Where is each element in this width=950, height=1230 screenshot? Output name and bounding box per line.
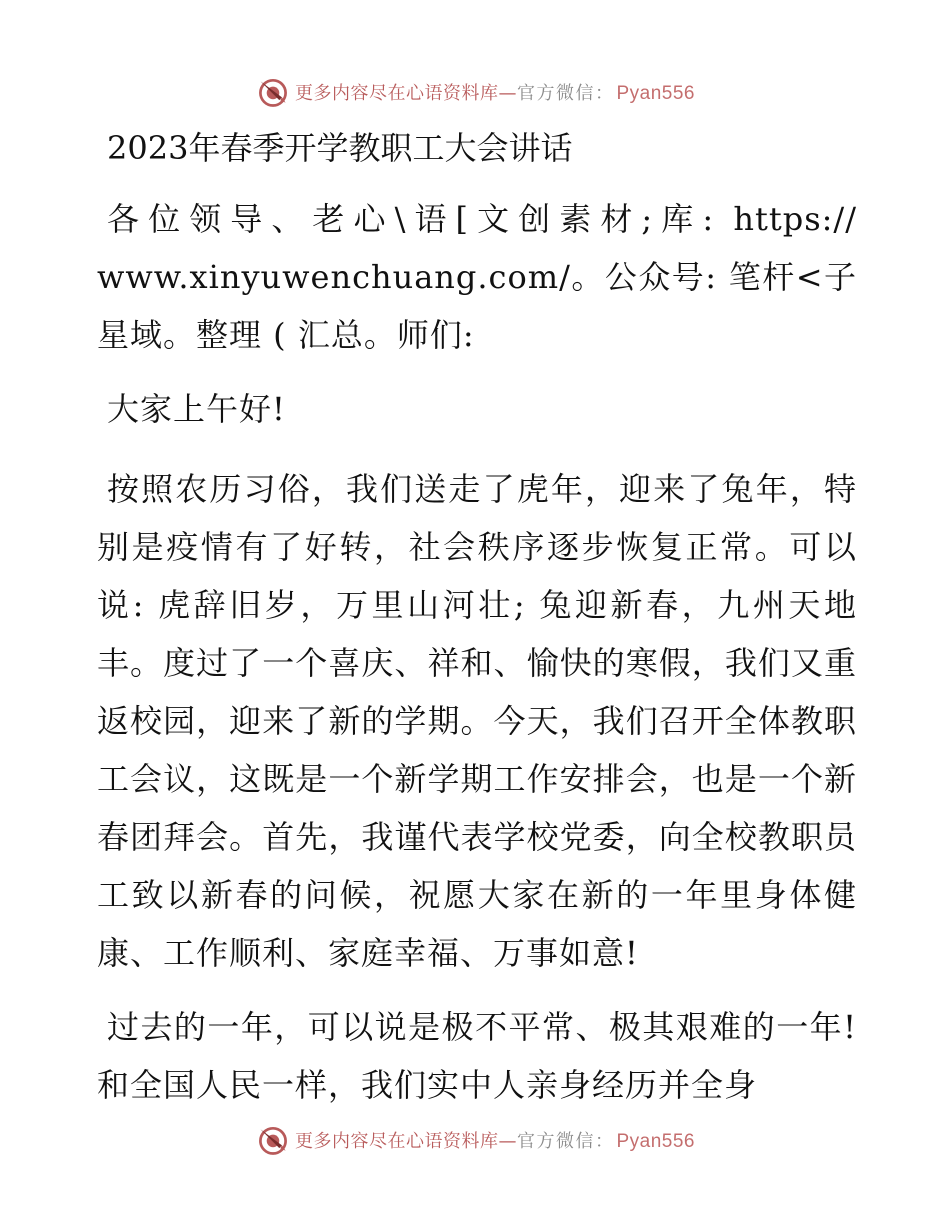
banner-slogan: 更多内容尽在心语资料库 <box>294 83 499 104</box>
quill-circle-logo-icon <box>255 1122 291 1158</box>
header-banner <box>0 72 950 112</box>
banner-text <box>295 1127 695 1153</box>
banner-wechat-id: Pyan556 <box>616 1131 695 1152</box>
paragraph-past-year: 过去的一年，可以说是极不平常、极其艰难的一年! 和全国人民一样，我们实中人亲身经历并全身 <box>97 1008 857 1104</box>
footer-banner <box>0 1120 950 1160</box>
banner-dash: — <box>498 1131 517 1152</box>
paragraph-new-year: 按照农历习俗，我们送走了虎年，迎来了兔年，特别是疫情有了好转，社会秩序逐步恢复正常。可以说: 虎辞旧岁，万里山河壮; 兔迎新春，九州天地丰。度过了一个喜庆、祥和、愉快的寒假，我们又重返校园，迎来了新的学期。今天，我们召开全体教职工会议，这既是一个新学期工作安排会，也是一个新春团拜会。首先，我谨代表学校党委，向全校教职员工致以新春的问候，祝愿大家在新的一年里身体健康、工作顺利、家庭幸福、万事如意! <box>97 470 857 972</box>
quill-circle-logo-icon <box>255 74 291 110</box>
banner-wechat-label: 官方微信： <box>516 1131 615 1152</box>
banner-wechat-id: Pyan556 <box>616 83 695 104</box>
banner-slogan: 更多内容尽在心语资料库 <box>294 1131 499 1152</box>
banner-text <box>295 79 695 105</box>
document-title: 2023年春季开学教职工大会讲话 <box>107 129 573 167</box>
banner-dash: — <box>498 83 517 104</box>
document-body <box>97 122 857 1130</box>
paragraph-greeting: 大家上午好! <box>107 390 286 428</box>
banner-wechat-label: 官方微信： <box>516 83 615 104</box>
paragraph-salutation: 各位领导、老心\语[文创素材;库: https:// www.xinyuwenchuang.com/。公众号: 笔杆<子星域。整理 ( 汇总。师们: <box>97 200 857 354</box>
